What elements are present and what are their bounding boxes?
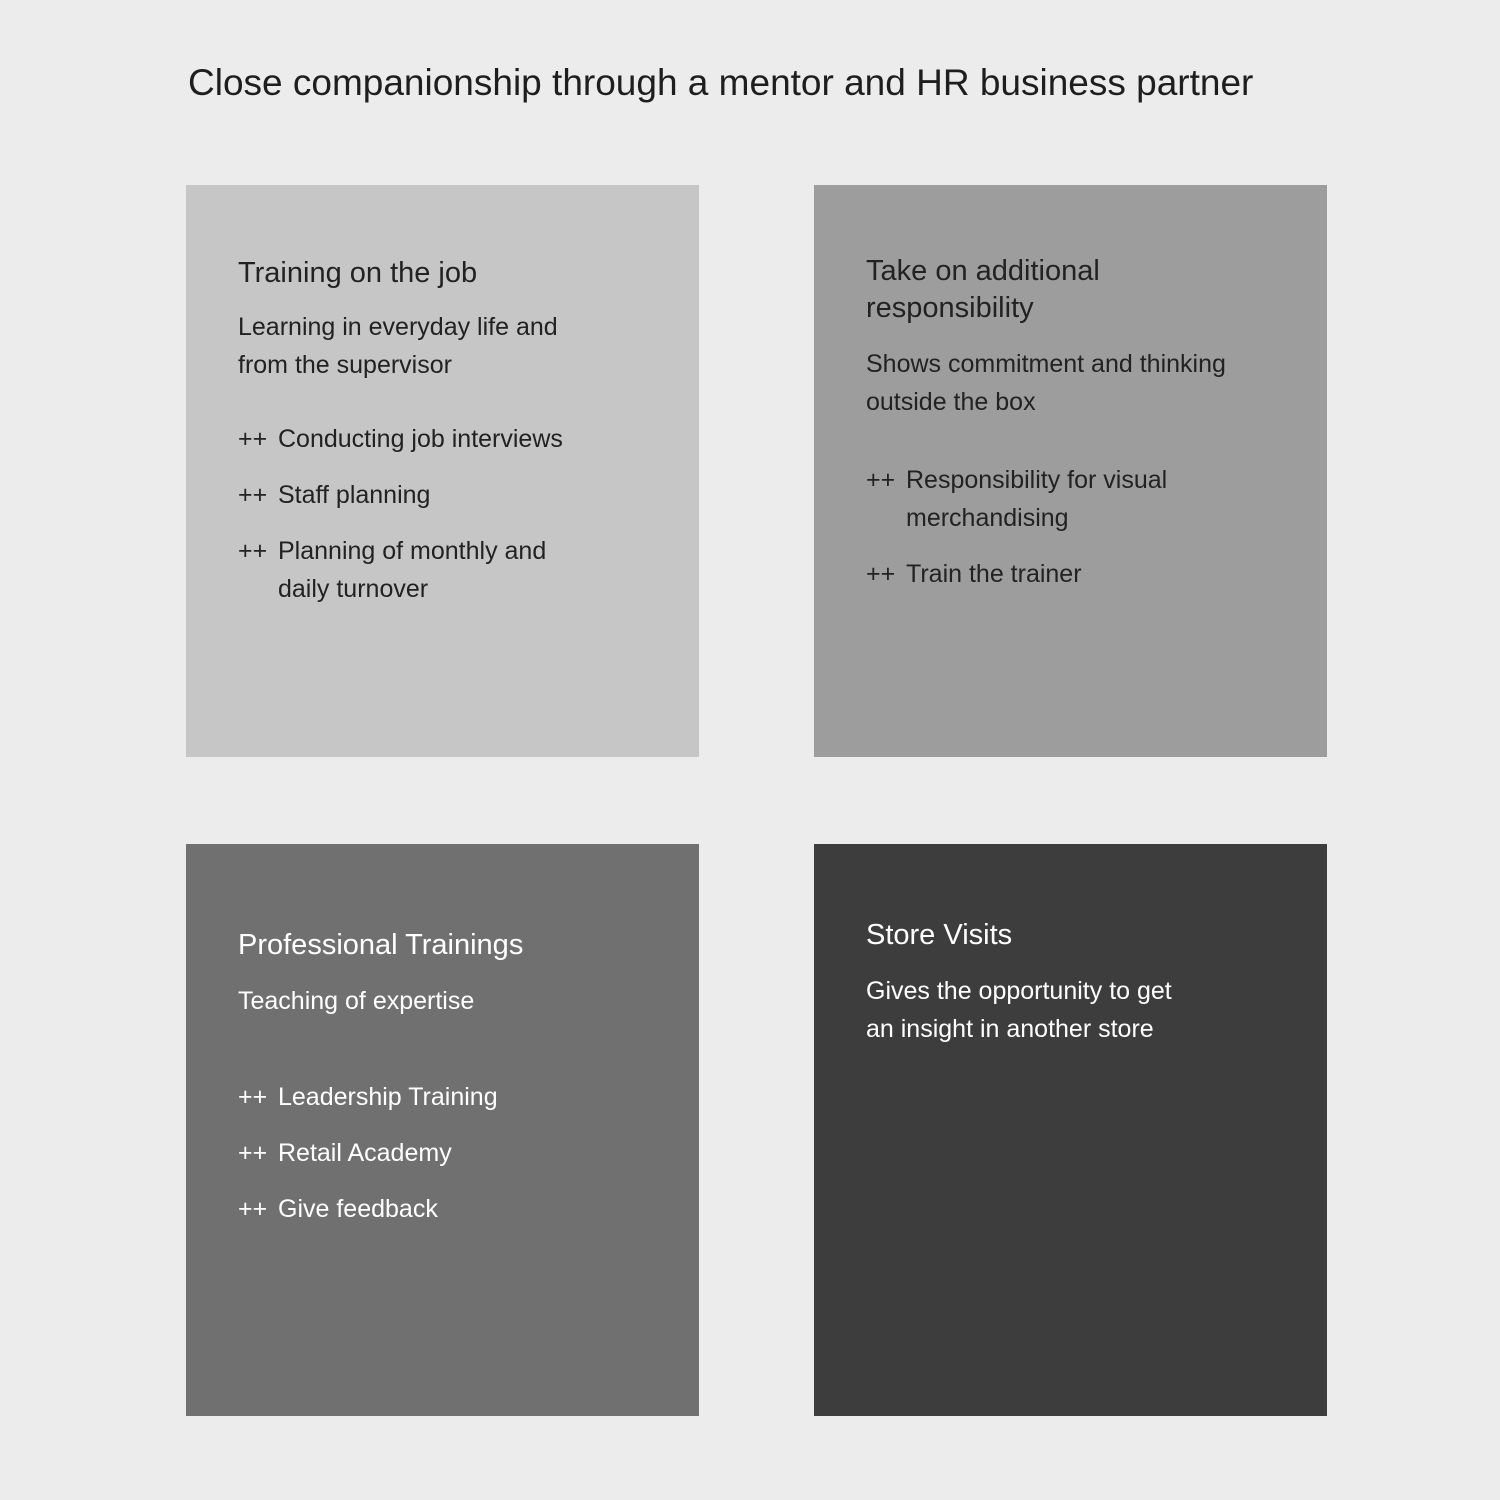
card-description: Teaching of expertise (238, 987, 475, 1015)
list-item-text: Responsibility for visual merchandising (906, 466, 1168, 532)
card-store-visits (814, 844, 1327, 1416)
card-description: Learning in everyday life and from the supervisor (238, 313, 558, 379)
bullet-marker: ++ (238, 1195, 268, 1223)
list-item (238, 1190, 659, 1228)
bullet-marker: ++ (238, 481, 268, 509)
bullet-marker: ++ (238, 1139, 268, 1167)
card-heading: Take on additional responsibility (866, 255, 1100, 324)
card-professional-trainings (186, 844, 699, 1416)
card-list (238, 1078, 659, 1228)
card-heading: Store Visits (866, 919, 1013, 951)
card-list (866, 461, 1287, 593)
card-description: Gives the opportunity to get an insight in another store (866, 977, 1172, 1043)
bullet-marker: ++ (238, 1083, 268, 1111)
card-additional-responsibility (814, 185, 1327, 757)
bullet-marker: ++ (866, 560, 896, 588)
list-item-text: Leadership Training (278, 1083, 498, 1111)
card-heading: Professional Trainings (238, 929, 524, 961)
list-item-text: Planning of monthly and daily turnover (278, 537, 547, 603)
list-item (238, 476, 588, 514)
list-item (238, 420, 588, 458)
list-item (866, 461, 1206, 537)
card-heading: Training on the job (238, 257, 478, 289)
list-item (238, 1134, 659, 1172)
list-item (866, 555, 1206, 593)
bullet-marker: ++ (866, 466, 896, 494)
list-item-text: Retail Academy (278, 1139, 452, 1167)
list-item-text: Give feedback (278, 1195, 438, 1223)
list-item-text: Conducting job interviews (278, 425, 563, 453)
bullet-marker: ++ (238, 425, 268, 453)
list-item-text: Staff planning (278, 481, 431, 509)
page-title: Close companionship through a mentor and HR business partner (188, 62, 1254, 103)
card-list (238, 420, 659, 608)
list-item (238, 1078, 659, 1116)
bullet-marker: ++ (238, 537, 268, 565)
list-item (238, 532, 588, 608)
card-training-on-the-job (186, 185, 699, 757)
list-item-text: Train the trainer (906, 560, 1082, 588)
card-description: Shows commitment and thinking outside the box (866, 350, 1226, 416)
